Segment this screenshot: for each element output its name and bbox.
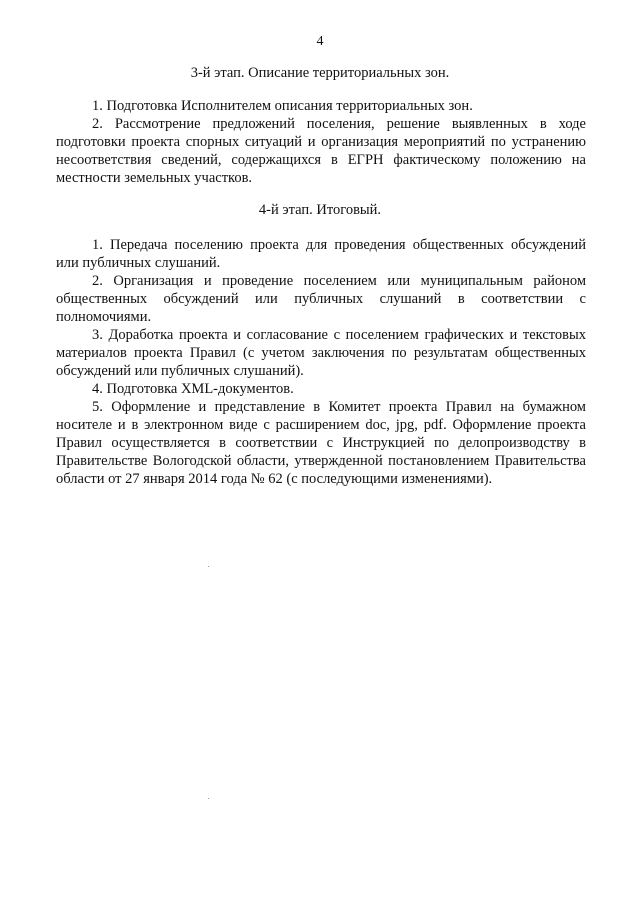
stage3-item-1: 1. Подготовка Исполнителем описания территориальных зон. [92,98,473,114]
stage3-list [56,97,586,187]
stage4-item-2: 2. Организация и проведение поселением или муниципальным районом общественных обсуждений или публичных слушаний в соответствии с полномочиями. [56,273,586,325]
scan-speck [208,566,209,567]
scan-speck [208,798,209,799]
stage4-item-4: 4. Подготовка XML-документов. [92,381,294,397]
page-number: 4 [316,34,324,49]
stage4-item-3: 3. Доработка проекта и согласование с поселением графических и текстовых материалов проекта Правил (с учетом заключения по результатам общественных обсуждений или публичных слушаний). [56,327,586,379]
stage4-heading: 4-й этап. Итоговый. [258,202,382,218]
stage3-heading: 3-й этап. Описание территориальных зон. [190,65,450,81]
stage4-list [56,236,586,488]
stage4-item-1: 1. Передача поселению проекта для проведения общественных обсуждений или публичных слушаний. [56,237,586,271]
stage3-item-2: 2. Рассмотрение предложений поселения, решение выявленных в ходе подготовки проекта спорных ситуаций и организация мероприятий по устранению несоответствия сведений, содержащихся в ЕГРН фактическому положению на местности земельных участков. [56,116,586,186]
stage4-item-5: 5. Оформление и представление в Комитет проекта Правил на бумажном носителе и в электронном виде с расширением doc, jpg, pdf. Оформление проекта Правил осуществляется в соответствии с Инструкцией по делопроизводству в Правительстве Вологодской области, утвержденной постановлением Правительства области от 27 января 2014 года № 62 (с последующими изменениями). [56,399,586,487]
